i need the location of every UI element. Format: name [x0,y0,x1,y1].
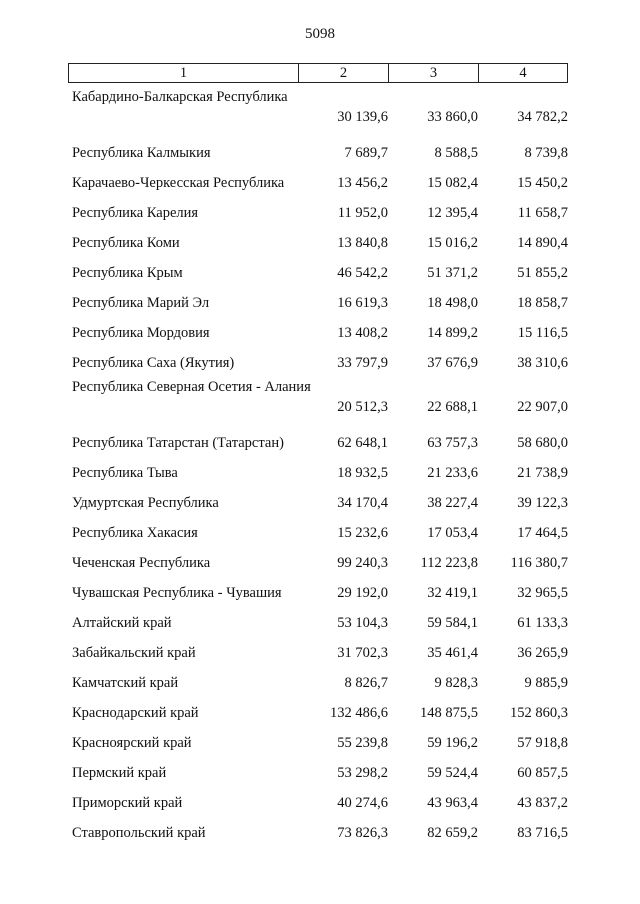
table-row [72,818,572,848]
header-col-3: 3 [389,64,479,82]
table-row [72,698,572,728]
header-col-2: 2 [299,64,389,82]
value-col-3: 59 196,2 [427,735,478,751]
table-row [72,458,572,488]
value-col-4: 21 738,9 [517,465,568,481]
value-col-3: 82 659,2 [427,825,478,841]
region-name: Краснодарский край [72,705,199,721]
header-col-1: 1 [69,64,299,82]
value-col-2: 33 797,9 [337,355,388,371]
region-name: Камчатский край [72,675,179,691]
value-col-4: 15 450,2 [517,175,568,191]
value-col-3: 112 223,8 [420,555,478,571]
value-col-3: 22 688,1 [427,399,478,415]
table-row [72,668,572,698]
table-row [72,518,572,548]
region-name: Ставропольский край [72,825,206,841]
value-col-3: 38 227,4 [427,495,478,511]
value-col-4: 8 739,8 [524,145,568,161]
value-col-2: 62 648,1 [337,435,388,451]
value-col-2: 31 702,3 [337,645,388,661]
value-col-3: 33 860,0 [427,109,478,125]
region-name: Кабардино-Балкарская Республика [72,89,288,105]
table-row [72,88,572,138]
value-col-4: 14 890,4 [517,235,568,251]
region-name: Забайкальский край [72,645,196,661]
table-row [72,378,572,428]
table-row [72,168,572,198]
table-row [72,728,572,758]
value-col-3: 35 461,4 [427,645,478,661]
value-col-4: 38 310,6 [517,355,568,371]
value-col-4: 83 716,5 [517,825,568,841]
value-col-3: 51 371,2 [427,265,478,281]
region-name: Республика Тыва [72,465,178,481]
value-col-2: 55 239,8 [337,735,388,751]
value-col-3: 148 875,5 [420,705,478,721]
table-row [72,608,572,638]
region-name: Алтайский край [72,615,172,631]
value-col-2: 20 512,3 [337,399,388,415]
value-col-3: 8 588,5 [434,145,478,161]
value-col-2: 30 139,6 [337,109,388,125]
table-row [72,198,572,228]
value-col-4: 60 857,5 [517,765,568,781]
region-name: Удмуртская Республика [72,495,219,511]
value-col-3: 17 053,4 [427,525,478,541]
table-row [72,578,572,608]
value-col-2: 8 826,7 [344,675,388,691]
value-col-2: 7 689,7 [344,145,388,161]
region-name: Республика Марий Эл [72,295,210,311]
table-row [72,138,572,168]
table-row [72,488,572,518]
table-row [72,318,572,348]
region-name: Республика Хакасия [72,525,198,541]
value-col-2: 46 542,2 [337,265,388,281]
value-col-3: 43 963,4 [427,795,478,811]
value-col-4: 152 860,3 [510,705,568,721]
value-col-4: 32 965,5 [517,585,568,601]
value-col-3: 59 584,1 [427,615,478,631]
value-col-2: 132 486,6 [330,705,388,721]
value-col-4: 61 133,3 [517,615,568,631]
region-name: Чувашская Республика - Чувашия [72,585,282,601]
table-row [72,758,572,788]
region-name: Республика Коми [72,235,180,251]
value-col-2: 15 232,6 [337,525,388,541]
region-name: Республика Северная Осетия - Алания [72,379,311,395]
table-row [72,428,572,458]
table-row [72,348,572,378]
region-name: Республика Карелия [72,205,199,221]
value-col-2: 73 826,3 [337,825,388,841]
value-col-3: 63 757,3 [427,435,478,451]
table-row [72,288,572,318]
value-col-4: 58 680,0 [517,435,568,451]
value-col-4: 11 658,7 [517,205,568,221]
region-name: Пермский край [72,765,167,781]
value-col-2: 18 932,5 [337,465,388,481]
value-col-2: 13 456,2 [337,175,388,191]
value-col-4: 57 918,8 [517,735,568,751]
region-name: Республика Калмыкия [72,145,211,161]
region-name: Приморский край [72,795,183,811]
region-name: Республика Крым [72,265,183,281]
value-col-3: 59 524,4 [427,765,478,781]
page-number: 5098 [305,26,335,42]
value-col-3: 15 016,2 [427,235,478,251]
value-col-3: 21 233,6 [427,465,478,481]
value-col-3: 32 419,1 [427,585,478,601]
value-col-3: 14 899,2 [427,325,478,341]
table-row [72,258,572,288]
table-row [72,228,572,258]
table-row [72,788,572,818]
table-row [72,548,572,578]
value-col-3: 9 828,3 [434,675,478,691]
value-col-4: 116 380,7 [510,555,568,571]
table-row [72,638,572,668]
table-body [72,88,572,848]
value-col-2: 34 170,4 [337,495,388,511]
region-name: Республика Мордовия [72,325,210,341]
value-col-4: 18 858,7 [517,295,568,311]
header-col-4: 4 [519,65,527,81]
table-header [68,63,568,83]
value-col-3: 37 676,9 [427,355,478,371]
value-col-2: 99 240,3 [337,555,388,571]
value-col-3: 18 498,0 [427,295,478,311]
value-col-4: 51 855,2 [517,265,568,281]
value-col-4: 17 464,5 [517,525,568,541]
value-col-2: 53 104,3 [337,615,388,631]
value-col-2: 40 274,6 [337,795,388,811]
value-col-4: 22 907,0 [517,399,568,415]
value-col-2: 29 192,0 [337,585,388,601]
value-col-3: 15 082,4 [427,175,478,191]
value-col-2: 53 298,2 [337,765,388,781]
region-name: Республика Саха (Якутия) [72,355,235,371]
region-name: Чеченская Республика [72,555,211,571]
region-name: Республика Татарстан (Татарстан) [72,435,284,451]
value-col-4: 9 885,9 [524,675,568,691]
value-col-2: 11 952,0 [337,205,388,221]
value-col-4: 36 265,9 [517,645,568,661]
value-col-4: 34 782,2 [517,109,568,125]
value-col-4: 39 122,3 [517,495,568,511]
region-name: Карачаево-Черкесская Республика [72,175,285,191]
value-col-2: 13 408,2 [337,325,388,341]
value-col-4: 43 837,2 [517,795,568,811]
value-col-2: 16 619,3 [337,295,388,311]
value-col-3: 12 395,4 [427,205,478,221]
region-name: Красноярский край [72,735,192,751]
value-col-4: 15 116,5 [517,325,568,341]
value-col-2: 13 840,8 [337,235,388,251]
